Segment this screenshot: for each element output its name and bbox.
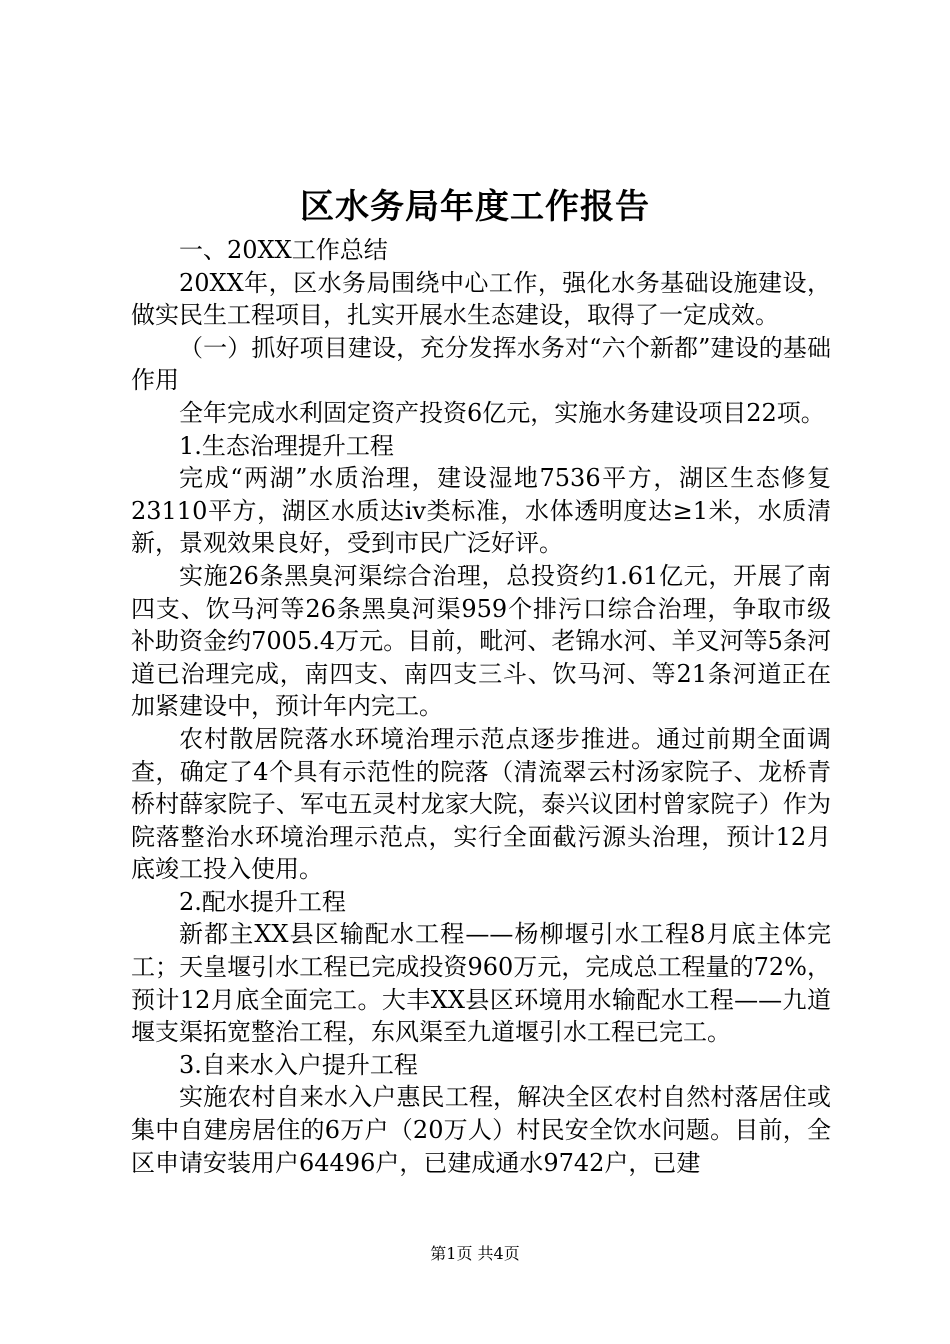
- page-footer: 第1页 共4页: [430, 1244, 520, 1263]
- paragraph: 实施26条黑臭河渠综合治理，总投资约1.61亿元，开展了南四支、饮马河等26条黑臭河渠959个排污口综合治理，争取市级补助资金约7005.4万元。目前，毗河、老锦水河、羊叉河等5条河道已治理完成，南四支、南四支三斗、饮马河、等21条河道正在加紧建设中，预计年内完工。: [131, 561, 831, 721]
- item-heading: 3.自来水入户提升工程: [179, 1050, 418, 1079]
- document-title: 区水务局年度工作报告: [300, 187, 650, 227]
- section-heading: 一、20XX工作总结: [179, 236, 388, 264]
- paragraph: 全年完成水利固定资产投资6亿元，实施水务建设项目22项。: [179, 398, 825, 427]
- item-heading: 2.配水提升工程: [179, 887, 346, 916]
- paragraph: 实施农村自来水入户惠民工程，解决全区农村自然村落居住或集中自建房居住的6万户（20万人）村民安全饮水问题。目前，全区申请安装用户64496户，已建成通水9742户，已建: [131, 1083, 831, 1177]
- paragraph: 新都主XX县区输配水工程——杨柳堰引水工程8月底主体完工；天皇堰引水工程已完成投资960万元，完成总工程量的72%，预计12月底全面完工。大丰XX县区环境用水输配水工程——九道堰支渠拓宽整治工程，东风渠至九道堰引水工程已完工。: [131, 920, 831, 1047]
- paragraph: 完成“两湖”水质治理，建设湿地7536平方，湖区生态修复23110平方，湖区水质达ⅳ类标准，水体透明度达≥1米，水质清新，景观效果良好，受到市民广泛好评。: [131, 464, 831, 558]
- item-heading: 1.生态治理提升工程: [179, 431, 394, 460]
- paragraph: 农村散居院落水环境治理示范点逐步推进。通过前期全面调查，确定了4个具有示范性的院落（清流翠云村汤家院子、龙桥青桥村薛家院子、军屯五灵村龙家大院，泰兴议团村曾家院子）作为院落整治水环境治理示范点，实行全面截污源头治理，预计12月底竣工投入使用。: [131, 724, 831, 884]
- subsection-heading: （一）抓好项目建设，充分发挥水务对“六个新都”建设的基础作用: [131, 333, 831, 395]
- document-body: [131, 234, 831, 1179]
- paragraph: 20XX年，区水务局围绕中心工作，强化水务基础设施建设，做实民生工程项目，扎实开展水生态建设，取得了一定成效。: [131, 268, 831, 330]
